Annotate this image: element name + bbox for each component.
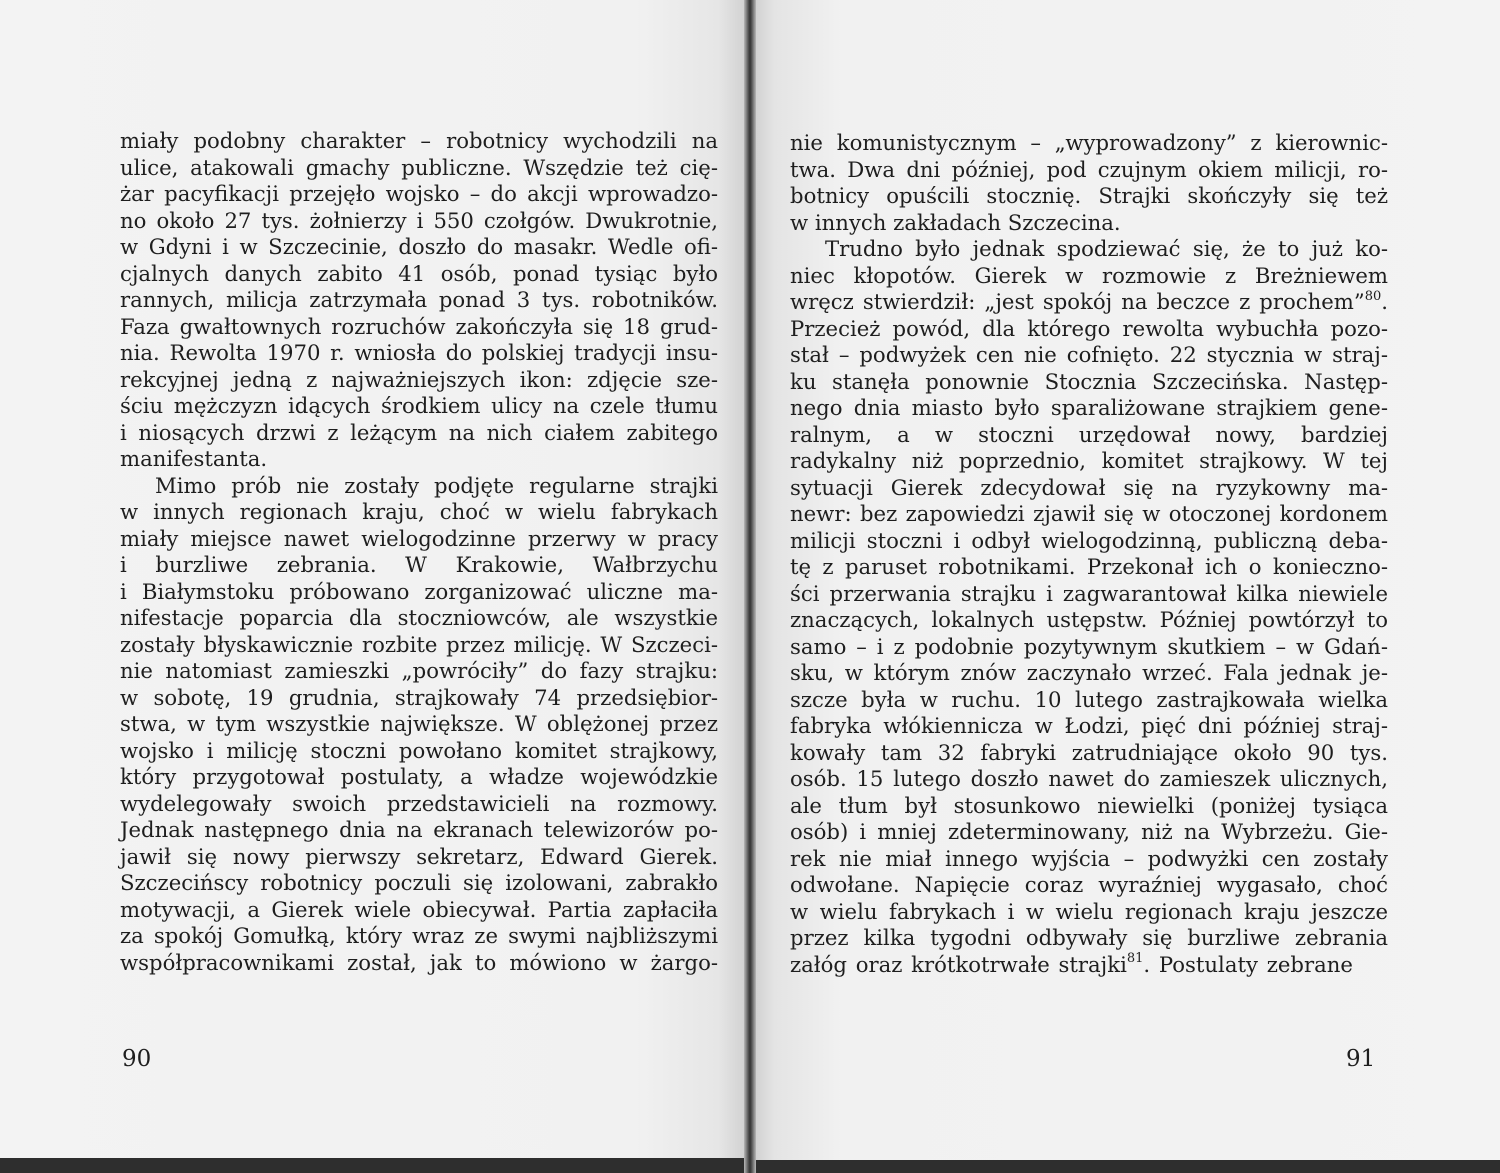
text-line bbox=[790, 289, 1388, 316]
text-line: rek nie miał innego wyjścia – podwyżki cen zostały bbox=[790, 845, 1388, 871]
left-page bbox=[0, 0, 748, 1158]
text-line: za spokój Gomułką, który wraz ze swymi najbliższymi bbox=[120, 923, 718, 948]
text-line: w wielu fabrykach i w wielu regionach kraju jeszcze bbox=[790, 898, 1388, 924]
text-line: stał – podwyżek cen nie cofnięto. 22 stycznia w straj- bbox=[790, 342, 1388, 367]
text-line: współpracownikami został, jak to mówiono w żargo- bbox=[120, 949, 718, 975]
text-line: Trudno było jednak spodziewać się, że to już ko- bbox=[825, 236, 1388, 261]
footnote-ref-81[interactable]: 81 bbox=[1126, 951, 1144, 967]
text-line: nie natomiast zamieszki „powróciły” do fazy strajku: bbox=[120, 658, 718, 683]
text-line: milicji stoczni i odbył wielogodzinną, publiczną deba- bbox=[790, 527, 1388, 553]
text-line: stwa, w tym wszystkie największe. W oblężonej przez bbox=[120, 711, 718, 736]
text-line: nia. Rewolta 1970 r. wniosła do polskiej tradycji insu- bbox=[120, 340, 718, 365]
text-line-tail: . bbox=[1381, 289, 1388, 314]
text-line-content: załóg oraz krótkotrwałe strajki bbox=[790, 951, 1127, 977]
text-line: cjalnych danych zabito 41 osób, ponad tysiąc było bbox=[120, 260, 718, 286]
text-line: manifestanta. bbox=[120, 446, 268, 471]
text-line: nifestacje poparcia dla stoczniowców, ale wszystkie bbox=[120, 605, 718, 630]
right-page-number: 91 bbox=[1346, 1046, 1376, 1072]
text-line: Mimo prób nie zostały podjęte regularne strajki bbox=[155, 472, 718, 498]
text-line: fabryka włókiennicza w Łodzi, pięć dni później straj- bbox=[790, 713, 1388, 738]
text-line: w innych zakładach Szczecina. bbox=[790, 209, 1121, 235]
text-line: kowały tam 32 fabryki zatrudniające około 90 tys. bbox=[790, 739, 1388, 765]
text-line: radykalny niż poprzednio, komitet strajkowy. W tej bbox=[790, 448, 1388, 473]
text-line: botnicy opuścili stocznię. Strajki skończyły się też bbox=[790, 183, 1388, 208]
text-line: niec kłopotów. Gierek w rozmowie z Breżniewem bbox=[790, 262, 1388, 288]
text-line: i niosących drzwi z leżącym na nich ciałem zabitego bbox=[120, 419, 718, 445]
text-line: nego dnia miasto było sparaliżowane strajkiem gene- bbox=[790, 395, 1388, 420]
text-line: osób) i mniej zdeterminowany, niż na Wybrzeżu. Gie- bbox=[790, 819, 1388, 844]
text-line: ściu mężczyzn idących środkiem ulicy na czele tłumu bbox=[120, 393, 718, 418]
text-line: ku stanęła ponownie Stocznia Szczecińska. Następ- bbox=[790, 368, 1388, 394]
text-line: nie komunistycznym – „wyprowadzony” z kierownic- bbox=[790, 130, 1388, 155]
text-line: żar pacyfikacji przejęło wojsko – do akcji wprowadzo- bbox=[120, 181, 718, 206]
text-line-tail: . Postulaty zebrane bbox=[1143, 951, 1353, 977]
text-line: zostały błyskawicznie rozbite przez milicję. W Szczeci- bbox=[120, 631, 718, 657]
text-line: osób. 15 lutego doszło nawet do zamieszek ulicznych, bbox=[790, 766, 1388, 791]
book-gutter bbox=[744, 0, 756, 1173]
text-line: samo – i z podobnie pozytywnym skutkiem – w Gdań- bbox=[790, 633, 1388, 659]
text-line: jawił się nowy pierwszy sekretarz, Edward Gierek. bbox=[120, 843, 718, 869]
right-page bbox=[752, 0, 1500, 1160]
text-line: wydelegowały swoich przedstawicieli na rozmowy. bbox=[120, 790, 718, 816]
text-line: sku, w którym znów zaczynało wrzeć. Fala jednak je- bbox=[790, 660, 1388, 685]
text-line: który przygotował postulaty, a władze wojewódzkie bbox=[120, 764, 718, 789]
text-line: odwołane. Napięcie coraz wyraźniej wygasało, choć bbox=[790, 872, 1388, 897]
text-line: rannych, milicja zatrzymała ponad 3 tys. robotników. bbox=[120, 287, 718, 312]
text-line: twa. Dwa dni później, pod czujnym okiem milicji, ro- bbox=[790, 156, 1388, 182]
text-line: miały podobny charakter – robotnicy wychodzili na bbox=[120, 128, 718, 153]
text-line: newr: bez zapowiedzi zjawił się w otoczonej kordonem bbox=[790, 501, 1388, 526]
text-line: Szczecińscy robotnicy poczuli się izolowani, zabrakło bbox=[120, 870, 718, 895]
text-line: w sobotę, 19 grudnia, strajkowały 74 przedsiębior- bbox=[120, 684, 718, 710]
footnote-ref-80[interactable]: 80 bbox=[1364, 288, 1382, 304]
left-page-number: 90 bbox=[122, 1046, 152, 1072]
text-line: w innych regionach kraju, choć w wielu fabrykach bbox=[120, 499, 718, 524]
text-line: miały miejsce nawet wielogodzinne przerwy w pracy bbox=[120, 525, 718, 551]
text-line: Faza gwałtownych rozruchów zakończyła się 18 grud- bbox=[120, 313, 718, 339]
text-line: Jednak następnego dnia na ekranach telewizorów po- bbox=[120, 817, 718, 842]
text-line-content: wręcz stwierdził: „jest spokój na beczce z prochem” bbox=[790, 289, 1365, 314]
text-line: Przecież powód, dla którego rewolta wybuchła pozo- bbox=[790, 315, 1388, 341]
text-line: ralnym, a w stoczni urzędował nowy, bardziej bbox=[790, 421, 1388, 447]
text-line: ści przerwania strajku i zagwarantował kilka niewiele bbox=[790, 580, 1388, 606]
text-line: rekcyjnej jedną z najważniejszych ikon: zdjęcie sze- bbox=[120, 366, 718, 392]
text-line: w Gdyni i w Szczecinie, doszło do masakr. Wedle ofi- bbox=[120, 234, 718, 259]
text-line bbox=[790, 952, 1388, 979]
text-line: motywacji, a Gierek wiele obiecywał. Partia zapłaciła bbox=[120, 896, 718, 922]
text-line: ale tłum był stosunkowo niewielki (poniżej tysiąca bbox=[790, 792, 1388, 818]
text-line: no około 27 tys. żołnierzy i 550 czołgów. Dwukrotnie, bbox=[120, 207, 718, 233]
text-line: tę z paruset robotnikami. Przekonał ich o konieczno- bbox=[790, 554, 1388, 579]
text-line: znaczących, lokalnych ustępstw. Później powtórzył to bbox=[790, 607, 1388, 632]
left-page-text bbox=[120, 128, 718, 976]
text-line: przez kilka tygodni odbywały się burzliwe zebrania bbox=[790, 925, 1388, 950]
text-line: i Białymstoku próbowano zorganizować uliczne ma- bbox=[120, 578, 718, 604]
text-line: wojsko i milicję stoczni powołano komitet strajkowy, bbox=[120, 737, 718, 763]
right-page-text bbox=[790, 130, 1388, 978]
text-line: i burzliwe zebrania. W Krakowie, Wałbrzychu bbox=[120, 552, 718, 577]
text-line: szcze była w ruchu. 10 lutego zastrajkowała wielka bbox=[790, 686, 1388, 712]
text-line: sytuacji Gierek zdecydował się na ryzykowny ma- bbox=[790, 474, 1388, 500]
text-line: ulice, atakowali gmachy publiczne. Wszędzie też cię- bbox=[120, 154, 718, 180]
